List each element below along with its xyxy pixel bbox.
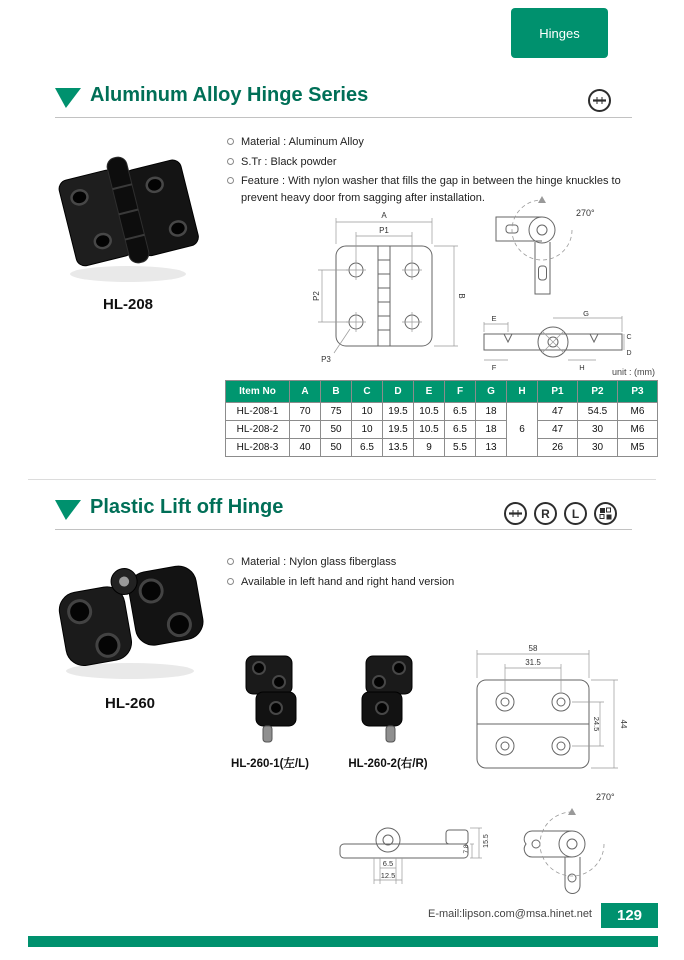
dim-label-C: C bbox=[626, 334, 632, 341]
bullet-dot bbox=[227, 177, 234, 184]
cell: 70 bbox=[290, 421, 321, 439]
cell: 40 bbox=[290, 439, 321, 457]
screw-icon bbox=[588, 89, 611, 112]
dim-label-angle-270: 270° bbox=[576, 208, 595, 218]
cell: 10.5 bbox=[414, 403, 445, 421]
dim-label-P3: P3 bbox=[321, 355, 331, 364]
col-header: G bbox=[476, 381, 507, 403]
right-hand-icon-letter: R bbox=[541, 506, 550, 521]
cell: 50 bbox=[321, 421, 352, 439]
cell: 18 bbox=[476, 403, 507, 421]
left-hand-icon-letter: L bbox=[571, 506, 580, 521]
cell: 6.5 bbox=[445, 421, 476, 439]
col-header: P1 bbox=[538, 381, 578, 403]
cell: 9 bbox=[414, 439, 445, 457]
cell: 13 bbox=[476, 439, 507, 457]
cell: 47 bbox=[538, 403, 578, 421]
screw-icon-glyph bbox=[592, 93, 607, 108]
cell: 30 bbox=[578, 421, 618, 439]
footer-bar bbox=[28, 936, 658, 947]
cell: 6.5 bbox=[352, 439, 383, 457]
col-header: P2 bbox=[578, 381, 618, 403]
bullet-text: S.Tr : Black powder bbox=[241, 155, 337, 168]
page-number: 129 bbox=[616, 907, 643, 924]
dim-label-H: H bbox=[579, 363, 585, 372]
dim-label-44: 44 bbox=[619, 719, 628, 729]
lift-off-icon bbox=[594, 502, 617, 525]
screw-icon bbox=[504, 502, 527, 525]
cell: 10.5 bbox=[414, 421, 445, 439]
cell: HL-208-2 bbox=[226, 421, 290, 439]
cell: 10 bbox=[352, 421, 383, 439]
bullet-text: Feature : With nylon washer that fills the gap in between the hinge knuckles to prevent heavy door from sagging after installation. bbox=[241, 175, 621, 204]
cell: 10 bbox=[352, 403, 383, 421]
section2-bullets bbox=[227, 554, 627, 593]
bullet-text: Material : Nylon glass fiberglass bbox=[241, 556, 397, 568]
product-photo-hl260-1 bbox=[232, 642, 312, 747]
bullet-availability bbox=[227, 574, 627, 591]
product-photo-hl260 bbox=[45, 545, 215, 685]
hinges-tab-label: Hinges bbox=[539, 25, 580, 41]
cell: 50 bbox=[321, 439, 352, 457]
dim-label-P1: P1 bbox=[379, 226, 389, 235]
cell: 13.5 bbox=[383, 439, 414, 457]
model-label-hl260: HL-260 bbox=[104, 695, 156, 712]
dim-label-G: G bbox=[583, 309, 589, 318]
unit-note: unit : (mm) bbox=[611, 367, 655, 377]
lift-off-icon-glyph bbox=[598, 506, 613, 521]
dim-label-6-5: 6.5 bbox=[382, 859, 394, 868]
cell: 19.5 bbox=[383, 421, 414, 439]
section1-title: Aluminum Alloy Hinge Series bbox=[90, 84, 369, 106]
col-header: D bbox=[383, 381, 414, 403]
section1-triangle-marker bbox=[55, 88, 81, 108]
cell-h-merged: 6 bbox=[507, 403, 538, 457]
cell: 47 bbox=[538, 421, 578, 439]
bullet-dot bbox=[227, 158, 234, 165]
model-label-hl208: HL-208 bbox=[102, 296, 154, 313]
bullet-text: Available in left hand and right hand version bbox=[241, 575, 455, 588]
col-header: H bbox=[507, 381, 538, 403]
dim-label-15-5: 15.5 bbox=[483, 834, 490, 848]
cell: HL-208-3 bbox=[226, 439, 290, 457]
dim-label-P2: P2 bbox=[312, 291, 321, 301]
table-row bbox=[226, 439, 658, 457]
bullet-dot bbox=[227, 558, 234, 565]
cell: 70 bbox=[290, 403, 321, 421]
col-header: Item No bbox=[226, 381, 290, 403]
cell: HL-208-1 bbox=[226, 403, 290, 421]
col-header: A bbox=[290, 381, 321, 403]
cell: 6.5 bbox=[445, 403, 476, 421]
variant-label-left: HL-260-1(左/L) bbox=[231, 758, 309, 770]
table-row bbox=[226, 421, 658, 439]
bullet-dot bbox=[227, 578, 234, 585]
col-header: F bbox=[445, 381, 476, 403]
product-photo-hl208 bbox=[48, 128, 208, 290]
right-hand-icon bbox=[534, 502, 557, 525]
col-header: B bbox=[321, 381, 352, 403]
cell: 75 bbox=[321, 403, 352, 421]
cell: 30 bbox=[578, 439, 618, 457]
dim-label-B: B bbox=[457, 293, 466, 299]
drawing-hl260-profile-view bbox=[330, 800, 490, 890]
table-header-row bbox=[226, 381, 658, 403]
table-row bbox=[226, 403, 658, 421]
page-number-badge bbox=[601, 903, 658, 928]
drawing-hl208-side-view bbox=[482, 196, 610, 304]
bullet-material bbox=[227, 554, 627, 571]
drawing-hl208-front-view bbox=[298, 198, 473, 376]
bullet-text: Material : Aluminum Alloy bbox=[241, 136, 364, 148]
dim-label-A: A bbox=[381, 211, 387, 220]
col-header: C bbox=[352, 381, 383, 403]
bullet-dot bbox=[227, 138, 234, 145]
spec-table-hl208 bbox=[225, 380, 658, 457]
cell: M5 bbox=[618, 439, 658, 457]
cell: M6 bbox=[618, 403, 658, 421]
left-hand-icon bbox=[564, 502, 587, 525]
cell: 18 bbox=[476, 421, 507, 439]
drawing-hl208-profile-view bbox=[478, 308, 633, 376]
cell: 19.5 bbox=[383, 403, 414, 421]
cell: 5.5 bbox=[445, 439, 476, 457]
bullet-surface bbox=[227, 154, 655, 171]
section2-rule bbox=[55, 529, 632, 530]
dim-label-58: 58 bbox=[528, 644, 538, 653]
section1-rule bbox=[55, 117, 632, 118]
cell: 26 bbox=[538, 439, 578, 457]
dim-label-12-5: 12.5 bbox=[380, 871, 396, 880]
section2-triangle-marker bbox=[55, 500, 81, 520]
cell: 54.5 bbox=[578, 403, 618, 421]
footer-email: E-mail:lipson.com@msa.hinet.net bbox=[427, 908, 592, 920]
col-header: P3 bbox=[618, 381, 658, 403]
dim-label-E: E bbox=[491, 314, 497, 323]
drawing-hl260-front-view bbox=[452, 638, 632, 778]
screw-icon-glyph bbox=[508, 506, 523, 521]
product-photo-hl260-2 bbox=[346, 642, 426, 747]
dim-label-31-5: 31.5 bbox=[525, 658, 541, 667]
dim-label-24-5: 24.5 bbox=[592, 716, 601, 732]
drawing-hl260-rotation-view bbox=[512, 782, 637, 897]
dim-label-D: D bbox=[626, 350, 632, 357]
section2-title: Plastic Lift off Hinge bbox=[90, 496, 284, 518]
hinges-tab bbox=[511, 8, 608, 58]
cell: M6 bbox=[618, 421, 658, 439]
bullet-material bbox=[227, 134, 655, 151]
col-header: E bbox=[414, 381, 445, 403]
dim-label-7-8: 7.8 bbox=[463, 844, 470, 854]
dim-label-F: F bbox=[491, 363, 497, 372]
section-divider bbox=[28, 479, 656, 480]
dim-label-angle-270: 270° bbox=[596, 792, 615, 802]
variant-label-right: HL-260-2(右/R) bbox=[348, 758, 428, 770]
